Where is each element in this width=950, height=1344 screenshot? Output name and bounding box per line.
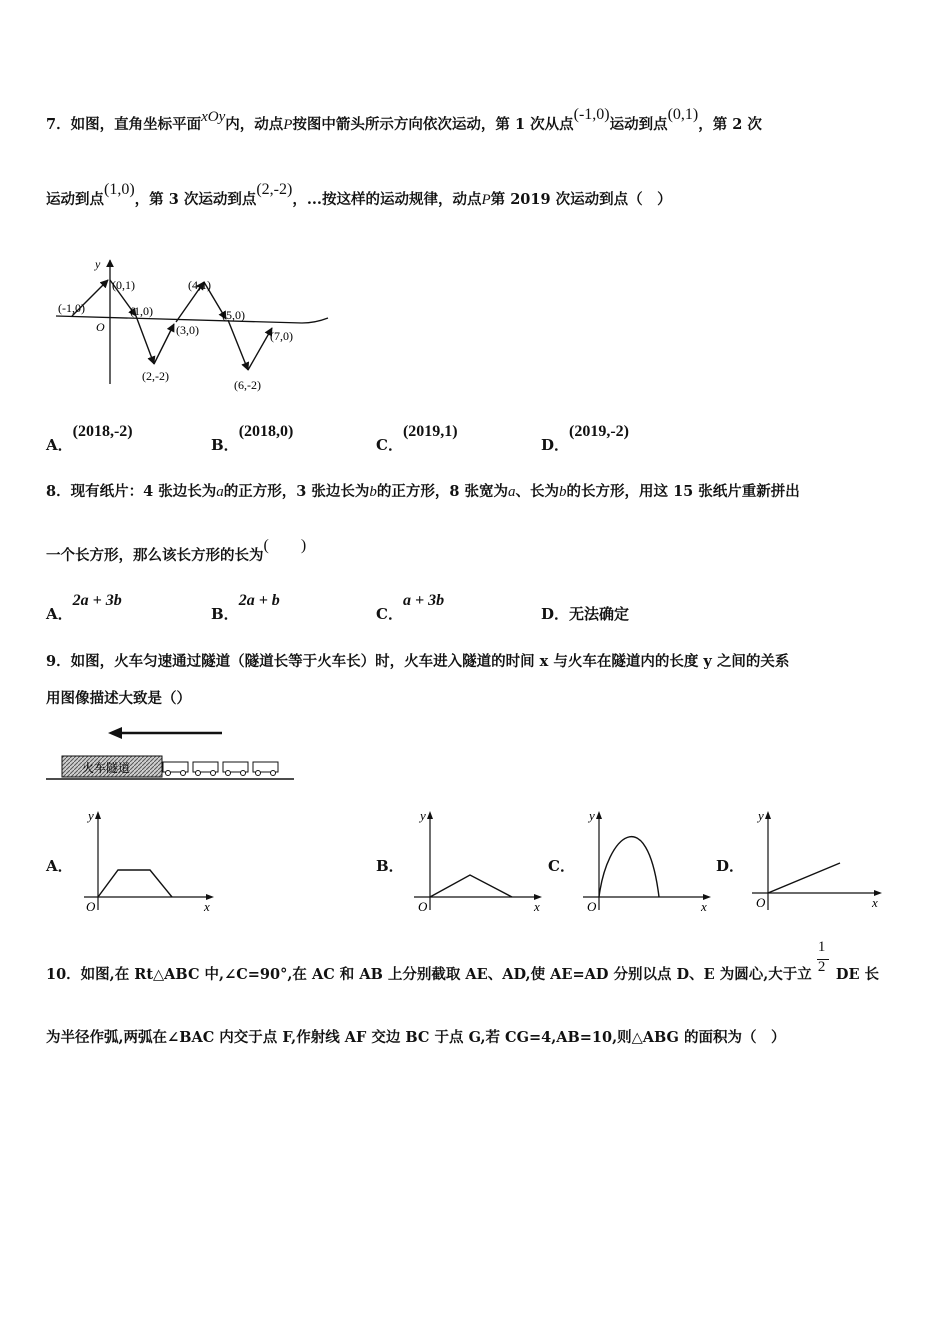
q8-option-d-letter: D． xyxy=(541,605,570,623)
q7-pt2: (0,1) xyxy=(667,106,699,123)
q7-pt4: (2,-2) xyxy=(256,181,293,198)
q9-graph-d-x: x xyxy=(872,895,878,910)
q7-coord: xOy xyxy=(201,109,226,125)
q7-text-i: 第 2019 次运动到点（ ） xyxy=(490,191,672,208)
q8-var-a2: a xyxy=(508,484,516,500)
q7-label-7-0: (7,0) xyxy=(270,329,293,343)
q9-graph-c-y: y xyxy=(589,808,595,823)
q8-text-f: 一个长方形，那么该长方形的长为 xyxy=(46,547,264,564)
q8-option-b-value: 2a + b xyxy=(238,592,280,609)
q7-option-d[interactable] xyxy=(541,420,629,454)
q9-option-a-letter[interactable]: A． xyxy=(46,857,73,875)
q8-option-d-value: 无法确定 xyxy=(569,605,630,623)
q9-graph-a-y: y xyxy=(88,808,94,823)
q8-paren: ( ) xyxy=(263,537,307,554)
q7-origin-label: O xyxy=(96,320,105,334)
q7-label-5-0: (5,0) xyxy=(222,308,245,322)
q7-point-p: P xyxy=(283,117,293,133)
q8-option-c[interactable] xyxy=(376,589,445,623)
q8-text-b: 的正方形，3 张边长为 xyxy=(223,483,370,500)
q8-option-b[interactable] xyxy=(211,589,280,623)
q9-graph-a-o: O xyxy=(86,899,96,914)
q7-line1 xyxy=(46,106,762,134)
q8-option-d[interactable] xyxy=(541,603,629,624)
q10-fraction xyxy=(817,939,831,977)
q8-option-a-letter: A． xyxy=(46,605,73,623)
q8-option-a[interactable] xyxy=(46,589,122,623)
q7-point-p2: P xyxy=(481,192,491,208)
q7-pt3: (1,0) xyxy=(104,181,135,198)
q9-graph-d-y: y xyxy=(758,808,764,823)
q7-text-d: 运动到点 xyxy=(609,116,668,133)
q9-option-b-letter[interactable]: B． xyxy=(376,857,404,875)
q7-text-f: 运动到点 xyxy=(46,191,104,208)
q8-text-c: 的正方形，8 张宽为 xyxy=(376,483,509,500)
q9-graph-b-curve xyxy=(430,875,512,897)
q7-label-4-1: (4,1) xyxy=(188,278,211,292)
q10-line1 xyxy=(46,939,880,984)
q9-graph-d-o: O xyxy=(756,895,766,910)
q9-graph-d[interactable] xyxy=(746,805,891,915)
q7-x-axis-tail xyxy=(302,318,328,323)
q10-text-b: DE 长 xyxy=(835,966,880,983)
q9-option-c-letter[interactable]: C． xyxy=(548,857,575,875)
q9-direction-arrowhead xyxy=(108,727,122,739)
q9-graph-c[interactable] xyxy=(577,805,717,915)
q7-option-c-letter: C． xyxy=(376,436,403,454)
q7-text-a: 7．如图，直角坐标平面 xyxy=(46,116,202,133)
q7-option-b-letter: B． xyxy=(211,436,239,454)
q7-label-6-m2: (6,-2) xyxy=(234,378,261,392)
q8-text-d: 、长为 xyxy=(515,483,560,500)
q10-frac-den: 2 xyxy=(817,959,826,975)
q9-graph-a-x: x xyxy=(204,899,210,914)
q8-text-a: 8．现有纸片：4 张边长为 xyxy=(46,483,217,500)
q7-option-a-value: (2018,-2) xyxy=(72,423,133,440)
q7-arrow-4 xyxy=(154,324,174,364)
q10-text-a: 10．如图,在 Rt△ABC 中,∠C=90°,在 AC 和 AB 上分别截取 AE、AD,使 AE=AD 分别以点 D、E 为圆心,大于立 xyxy=(46,966,812,983)
q7-option-a-letter: A． xyxy=(46,436,73,454)
q7-pt1: (-1,0) xyxy=(573,106,610,123)
q9-option-d-letter[interactable]: D． xyxy=(716,857,745,875)
q9-graph-a[interactable] xyxy=(80,805,220,915)
q7-label-1-0: (1,0) xyxy=(130,304,153,318)
q7-arrow-7 xyxy=(228,320,248,370)
q7-arrow-8 xyxy=(248,328,272,370)
q9-line1: 9．如图，火车匀速通过隧道（隧道长等于火车长）时，火车进入隧道的时间 x 与火车在隧道内的长度 y 之间的关系 xyxy=(46,653,790,670)
q9-graph-c-x: x xyxy=(701,899,707,914)
q7-option-d-value: (2019,-2) xyxy=(569,423,629,440)
q9-train xyxy=(163,762,278,776)
q8-var-b2: b xyxy=(559,484,567,500)
q7-y-label: y xyxy=(95,257,101,271)
q7-option-a[interactable] xyxy=(46,420,133,454)
q9-graph-c-curve xyxy=(599,837,659,897)
q9-graph-a-curve xyxy=(98,870,172,897)
q8-line2 xyxy=(46,537,307,565)
q8-option-a-value: 2a + 3b xyxy=(72,592,122,609)
q10-frac-num: 1 xyxy=(817,939,826,955)
q7-option-b-value: (2018,0) xyxy=(238,423,294,440)
q7-text-h: ，...按这样的运动规律，动点 xyxy=(292,191,482,208)
q9-graph-b-y: y xyxy=(420,808,426,823)
q7-text-b: 内，动点 xyxy=(225,116,284,133)
q9-graph-b[interactable] xyxy=(408,805,548,915)
q7-text-g: ，第 3 次运动到点 xyxy=(134,191,257,208)
q8-option-c-letter: C． xyxy=(376,605,403,623)
q8-line1 xyxy=(46,480,800,501)
q9-graph-b-o: O xyxy=(418,899,428,914)
q8-option-b-letter: B． xyxy=(211,605,239,623)
q7-label-m1-0: (-1,0) xyxy=(58,301,85,315)
q7-label-3-0: (3,0) xyxy=(176,323,199,337)
q8-var-a1: a xyxy=(216,484,224,500)
q7-text-e: ，第 2 次 xyxy=(698,116,762,133)
q10-line2: 为半径作弧,两弧在∠BAC 内交于点 F,作射线 AF 交边 BC 于点 G,若 CG=4,AB=10,则△ABG 的面积为（ ） xyxy=(46,1029,786,1046)
q7-label-0-1: (0,1) xyxy=(112,278,135,292)
q7-option-b[interactable] xyxy=(211,420,294,454)
q7-label-2-m2: (2,-2) xyxy=(142,369,169,383)
q7-arrow-3 xyxy=(136,316,154,364)
q9-graph-d-curve xyxy=(768,863,840,893)
q9-line2: 用图像描述大致是（） xyxy=(46,690,191,707)
q9-tunnel-figure xyxy=(46,722,298,782)
q7-figure xyxy=(50,252,340,397)
q8-option-c-value: a + 3b xyxy=(402,592,445,609)
q9-tunnel-label: 火车隧道 xyxy=(82,761,131,775)
q7-line2 xyxy=(46,181,672,209)
q7-text-c: 按图中箭头所示方向依次运动，第 1 次从点 xyxy=(292,116,574,133)
q9-graph-c-o: O xyxy=(587,899,597,914)
q7-option-c[interactable] xyxy=(376,420,458,454)
q9-graph-b-x: x xyxy=(534,899,540,914)
q8-var-b1: b xyxy=(369,484,377,500)
q7-option-c-value: (2019,1) xyxy=(402,423,458,440)
q7-option-d-letter: D． xyxy=(541,436,570,454)
q8-text-e: 的长方形，用这 15 张纸片重新拼出 xyxy=(566,483,800,500)
